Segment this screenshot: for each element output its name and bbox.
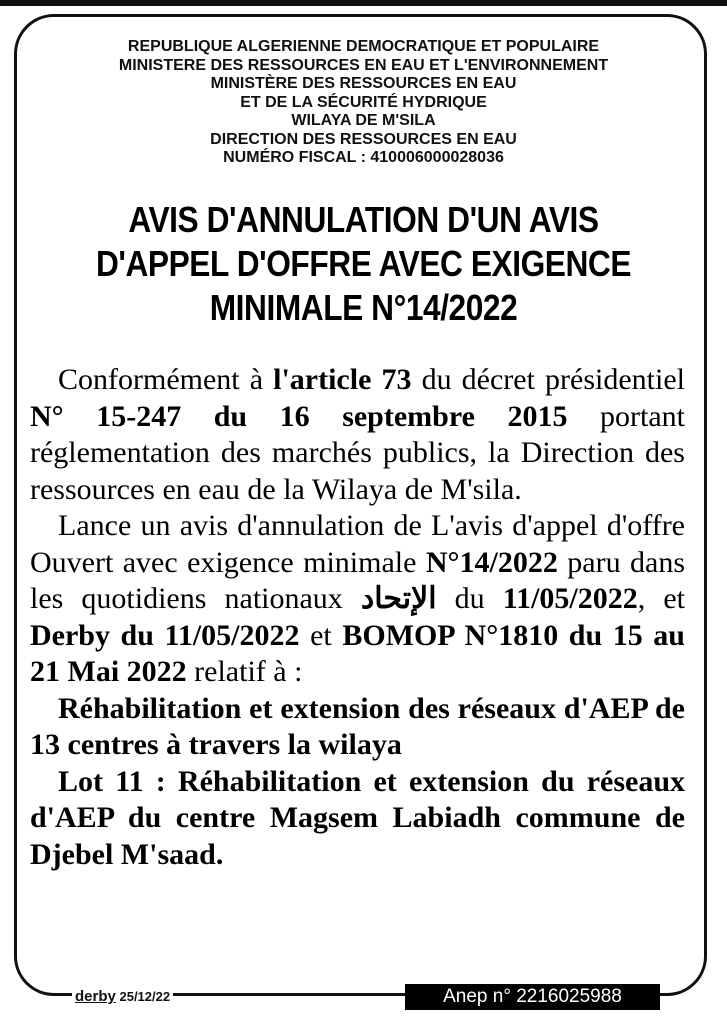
newspaper-ref: Derby du 11/05/2022 bbox=[30, 618, 300, 652]
tender-number: N°14/2022 bbox=[425, 545, 558, 579]
issuer-header bbox=[30, 38, 697, 168]
text: Lance un avis d'annulation de L'avis d'appel d'offre Ouvert avec exigence minimale bbox=[30, 509, 685, 579]
anep-reference: Anep n° 2216025988 bbox=[405, 984, 660, 1010]
text: Conformément à bbox=[58, 363, 274, 396]
top-rule bbox=[0, 0, 727, 6]
header-line: WILAYA DE M'SILA bbox=[291, 112, 436, 129]
title-line: AVIS D'ANNULATION D'UN AVIS bbox=[128, 199, 599, 240]
newspaper-name: الإتحاد bbox=[360, 582, 437, 615]
publication-stamp bbox=[72, 988, 173, 1005]
publication-date: 25/12/22 bbox=[119, 989, 171, 1004]
header-line: ET DE LA SÉCURITÉ HYDRIQUE bbox=[240, 93, 487, 111]
project-description: Réhabilitation et extension des réseaux d'AEP de 13 centres à travers la wilaya bbox=[30, 691, 685, 761]
paragraph-legal-basis bbox=[30, 362, 685, 508]
date: 11/05/2022 bbox=[502, 582, 638, 615]
text: et bbox=[299, 618, 343, 652]
decree-ref: N° 15-247 du 16 septembre 2015 bbox=[30, 399, 568, 433]
derby-logo: derby bbox=[75, 988, 116, 1005]
header-line: NUMÉRO FISCAL : 410006000028036 bbox=[223, 149, 504, 166]
text: du bbox=[436, 582, 503, 615]
title-line: MINIMALE N°14/2022 bbox=[209, 287, 518, 328]
notice-body bbox=[30, 362, 685, 873]
header-line: REPUBLIQUE ALGERIENNE DEMOCRATIQUE ET POPULAIRE bbox=[127, 38, 600, 55]
header-line: MINISTÈRE DES RESSOURCES EN EAU bbox=[210, 75, 517, 92]
text: paru dans les quotidiens nationaux bbox=[30, 545, 686, 615]
paragraph-annulation bbox=[30, 508, 685, 691]
text: , et bbox=[637, 582, 686, 615]
text: du décret présidentiel bbox=[411, 363, 685, 396]
text: relatif à : bbox=[186, 655, 303, 688]
header-line: MINISTERE DES RESSOURCES EN EAU ET L'ENVIRONNEMENT bbox=[118, 56, 609, 74]
header-line: DIRECTION DES RESSOURCES EN EAU bbox=[210, 130, 517, 148]
title-line: D'APPEL D'OFFRE AVEC EXIGENCE bbox=[95, 243, 632, 284]
article-ref: l'article 73 bbox=[273, 363, 412, 396]
notice-title bbox=[70, 198, 657, 330]
bomop-ref: BOMOP N°1810 du 15 au 21 Mai 2022 bbox=[30, 618, 685, 688]
text: portant réglementation des marchés publics, la Direction des ressources en eau de la Wilaya de M'sila. bbox=[30, 399, 686, 506]
lot-description: Lot 11 : Réhabilitation et extension du réseaux d'AEP du centre Magsem Labiadh commune de Djebel M'saad. bbox=[30, 764, 685, 871]
